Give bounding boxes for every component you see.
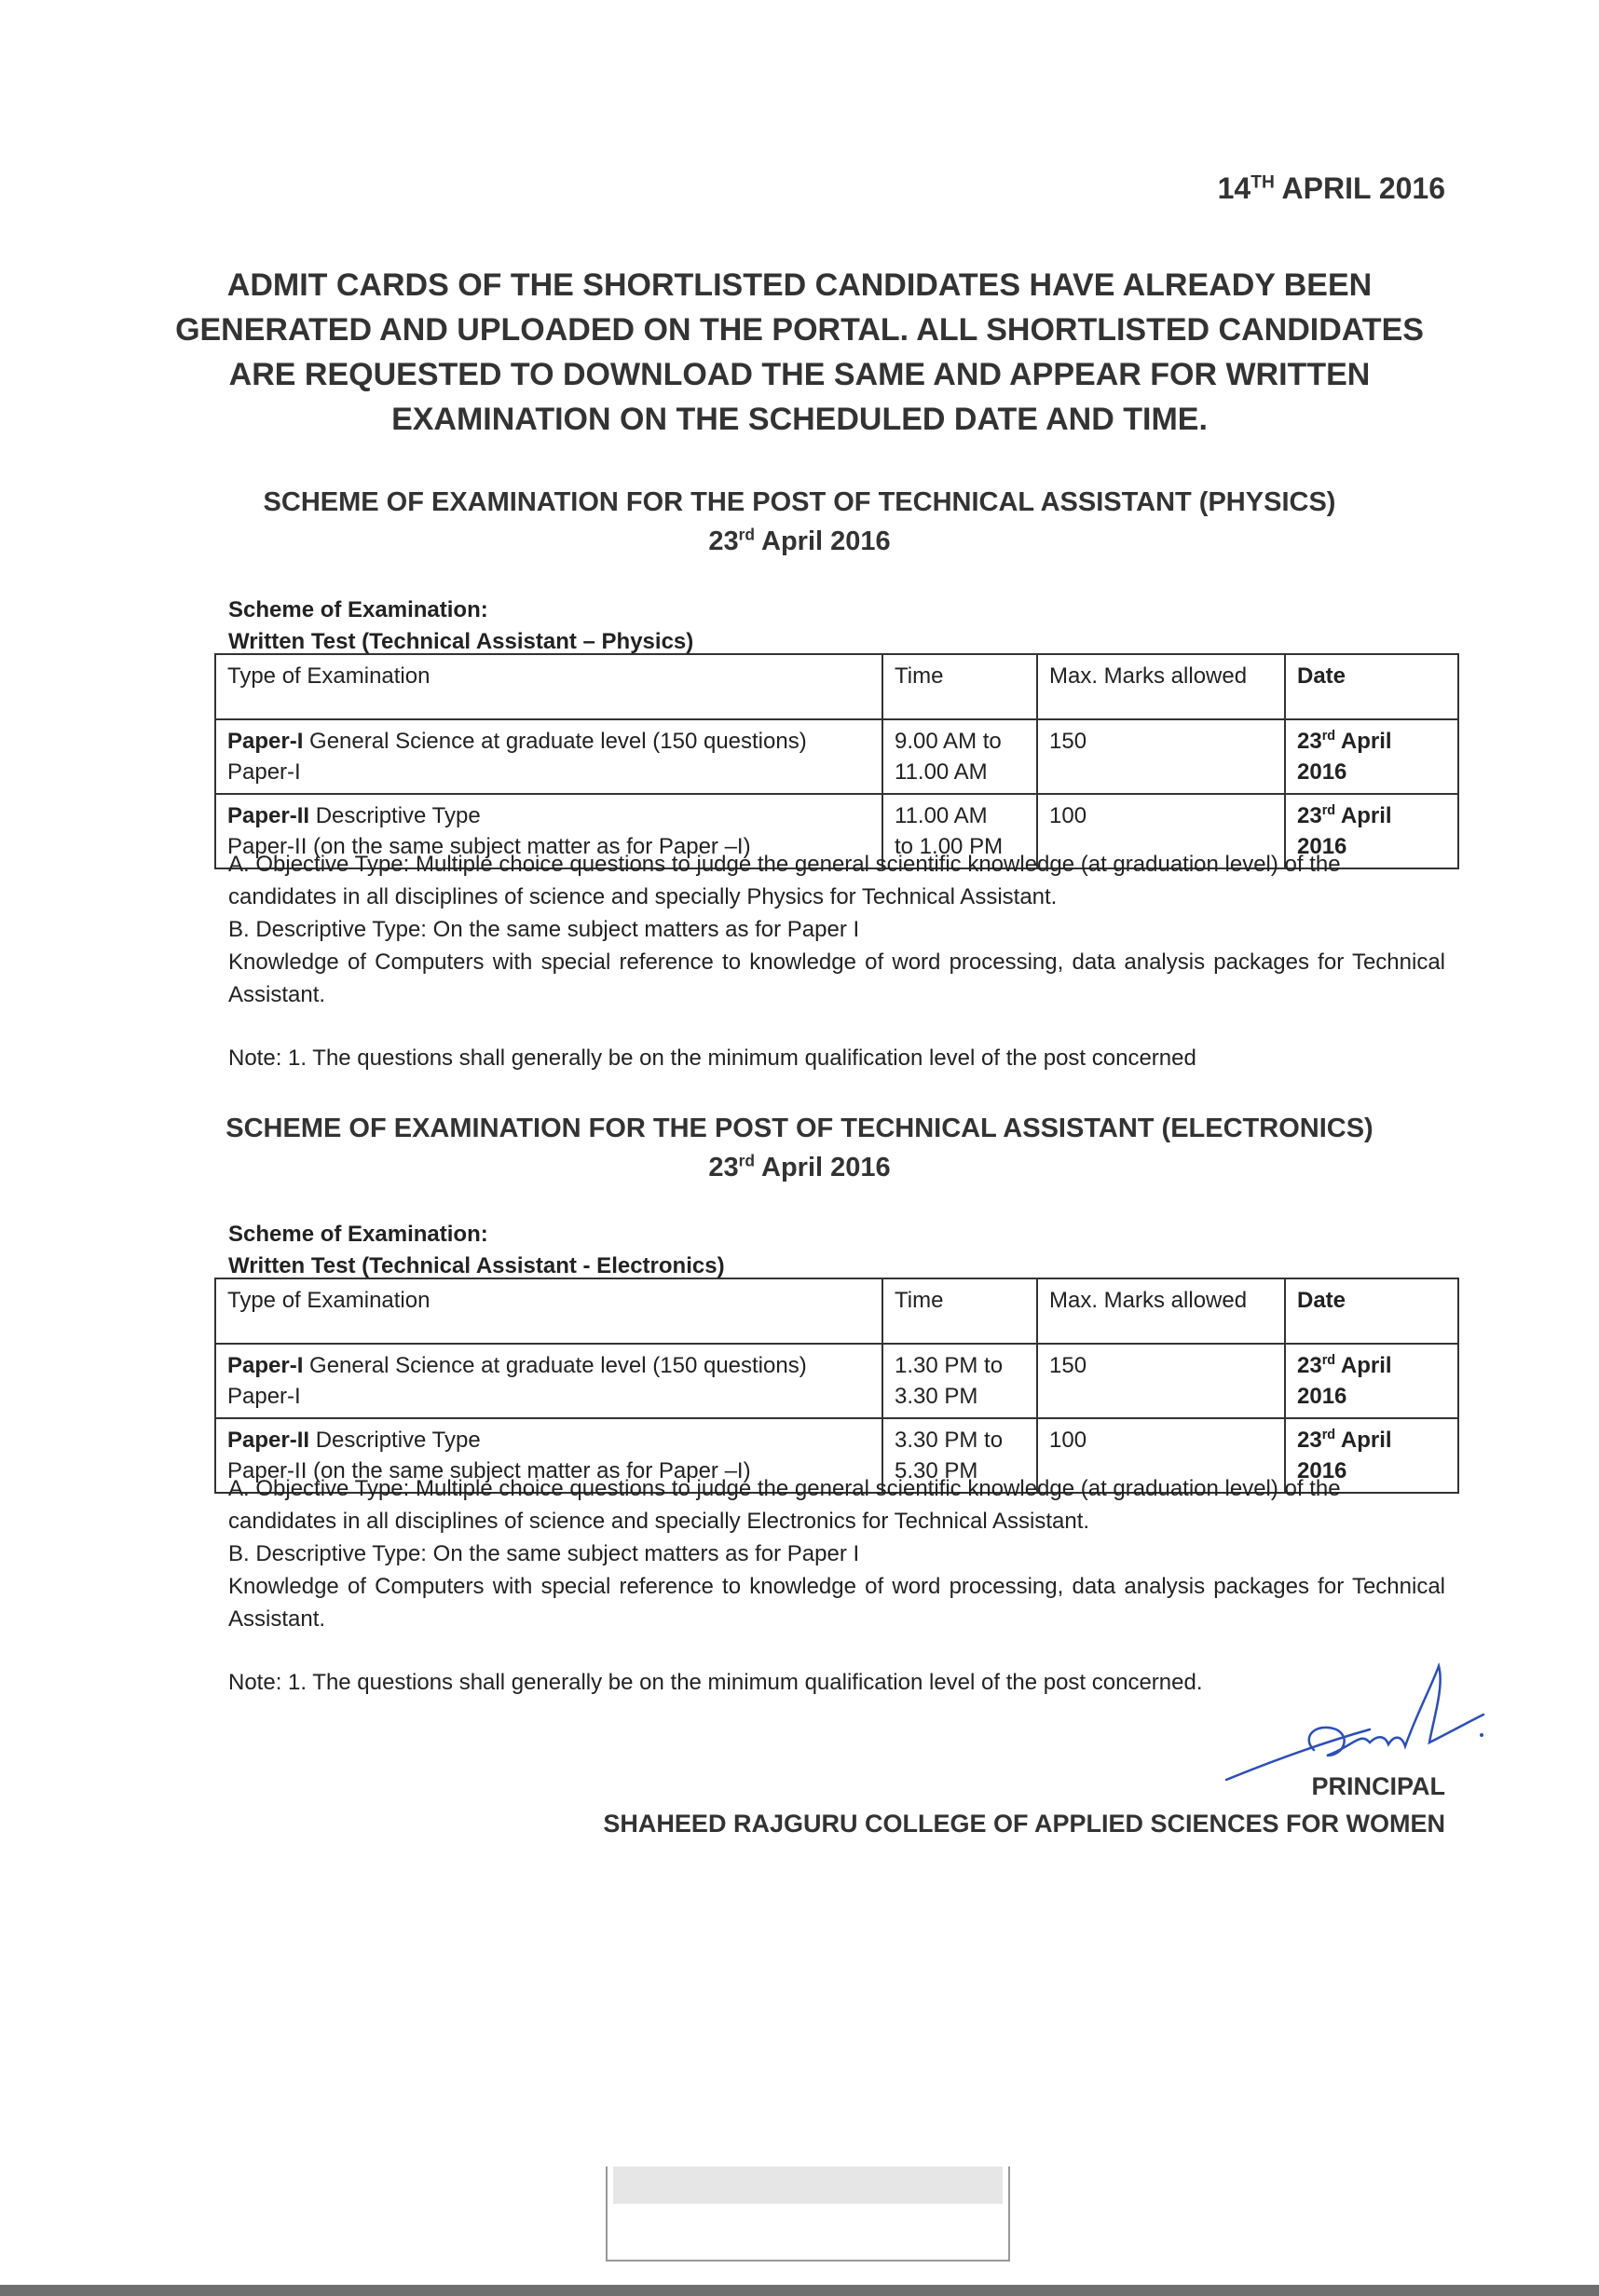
cell-date: 23rd April 2016: [1285, 1418, 1458, 1493]
physics-description: [228, 848, 1445, 1011]
physics-scheme-title: SCHEME OF EXAMINATION FOR THE POST OF TECHNICAL ASSISTANT (PHYSICS): [263, 487, 1336, 517]
descriptive-type-text: B. Descriptive Type: On the same subject matters as for Paper I: [228, 917, 860, 942]
table-header-row: [215, 654, 1458, 719]
cell-marks: 150: [1037, 719, 1285, 794]
cell-time: 1.30 PM to 3.30 PM: [882, 1344, 1037, 1418]
header-type: Type of Examination: [215, 654, 882, 719]
physics-scheme-label: [228, 594, 693, 658]
cell-date: 23rd April 2016: [1285, 719, 1458, 794]
notice-line: GENERATED AND UPLOADED ON THE PORTAL. ALL SHORTLISTED CANDIDATES: [175, 312, 1424, 348]
cell-type: Paper-I General Science at graduate level (150 questions) Paper-I: [215, 719, 882, 794]
cell-type: Paper-I General Science at graduate level (150 questions) Paper-I: [215, 1344, 882, 1418]
principal-designation: PRINCIPAL: [1311, 1772, 1445, 1800]
electronics-exam-date: 23rd April 2016: [708, 1151, 891, 1182]
header-marks: Max. Marks allowed: [1037, 654, 1285, 719]
cell-marks: 100: [1037, 794, 1285, 868]
scan-edge-bar: [0, 2285, 1599, 2296]
header-type: Type of Examination: [215, 1278, 882, 1344]
electronics-exam-table: [214, 1278, 1459, 1494]
table-row: [215, 719, 1458, 794]
header-date: Date: [1285, 1278, 1458, 1344]
cell-time: 9.00 AM to 11.00 AM: [882, 719, 1037, 794]
table-header-row: [215, 1278, 1458, 1344]
physics-scheme-heading: [140, 483, 1459, 561]
descriptive-type-text: B. Descriptive Type: On the same subject matters as for Paper I: [228, 1541, 860, 1566]
header-date: Date: [1285, 654, 1458, 719]
cell-type: Paper-II Descriptive Type Paper-II (on the same subject matter as for Paper –I): [215, 1418, 882, 1493]
cell-marks: 150: [1037, 1344, 1285, 1418]
header-time: Time: [882, 654, 1037, 719]
computer-knowledge-text: Knowledge of Computers with special reference to knowledge of word processing, data analysis packages for Technical Assistant.: [228, 1574, 1445, 1632]
principal-signature-icon: [1211, 1649, 1491, 1789]
electronics-description: [228, 1472, 1445, 1635]
cell-marks: 100: [1037, 1418, 1285, 1493]
notice-line: ARE REQUESTED TO DOWNLOAD THE SAME AND APPEAR FOR WRITTEN: [228, 357, 1371, 392]
cell-time: 3.30 PM to 5.30 PM: [882, 1418, 1037, 1493]
cell-date: 23rd April 2016: [1285, 1344, 1458, 1418]
cell-time: 11.00 AM to 1.00 PM: [882, 794, 1037, 868]
cell-type: Paper-II Descriptive Type Paper-II (on the same subject matter as for Paper –I): [215, 794, 882, 868]
physics-exam-date: 23rd April 2016: [708, 525, 891, 556]
physics-exam-table: [214, 653, 1459, 869]
scheme-label: Scheme of Examination:: [228, 597, 488, 622]
computer-knowledge-text: Knowledge of Computers with special reference to knowledge of word processing, data analysis packages for Technical Assistant.: [228, 950, 1445, 1007]
scan-artifact: [606, 2166, 1010, 2262]
document-date: 14TH APRIL 2016: [1217, 171, 1445, 205]
written-test-label: Written Test (Technical Assistant – Physics): [228, 629, 694, 654]
electronics-scheme-title: SCHEME OF EXAMINATION FOR THE POST OF TECHNICAL ASSISTANT (ELECTRONICS): [226, 1114, 1374, 1143]
notice-line: ADMIT CARDS OF THE SHORTLISTED CANDIDATES HAVE ALREADY BEEN: [226, 267, 1373, 303]
cell-date: 23rd April 2016: [1285, 794, 1458, 868]
notice-line: EXAMINATION ON THE SCHEDULED DATE AND TIME.: [391, 402, 1208, 437]
physics-note: Note: 1. The questions shall generally be on the minimum qualification level of the post concerned: [228, 1046, 1196, 1071]
electronics-scheme-heading: [140, 1109, 1459, 1187]
scheme-label: Scheme of Examination:: [228, 1222, 488, 1247]
header-marks: Max. Marks allowed: [1037, 1278, 1285, 1344]
table-row: [215, 1344, 1458, 1418]
objective-type-text: A. Objective Type: Multiple choice questions to judge the general scientific knowledge (at graduation level) of the candidates in all disciplines of science and specially Electronics for Technical Assistant.: [228, 1476, 1341, 1534]
college-name: SHAHEED RAJGURU COLLEGE OF APPLIED SCIENCES FOR WOMEN: [603, 1810, 1445, 1838]
objective-type-text: A. Objective Type: Multiple choice questions to judge the general scientific knowledge (at graduation level) of the candidates in all disciplines of science and specially Physics for Technical Assistant.: [228, 852, 1341, 909]
header-time: Time: [882, 1278, 1037, 1344]
written-test-label: Written Test (Technical Assistant - Electronics): [228, 1253, 725, 1278]
electronics-scheme-label: [228, 1219, 725, 1282]
admit-card-notice: [140, 263, 1459, 442]
electronics-note: Note: 1. The questions shall generally be on the minimum qualification level of the post concerned.: [228, 1670, 1203, 1695]
